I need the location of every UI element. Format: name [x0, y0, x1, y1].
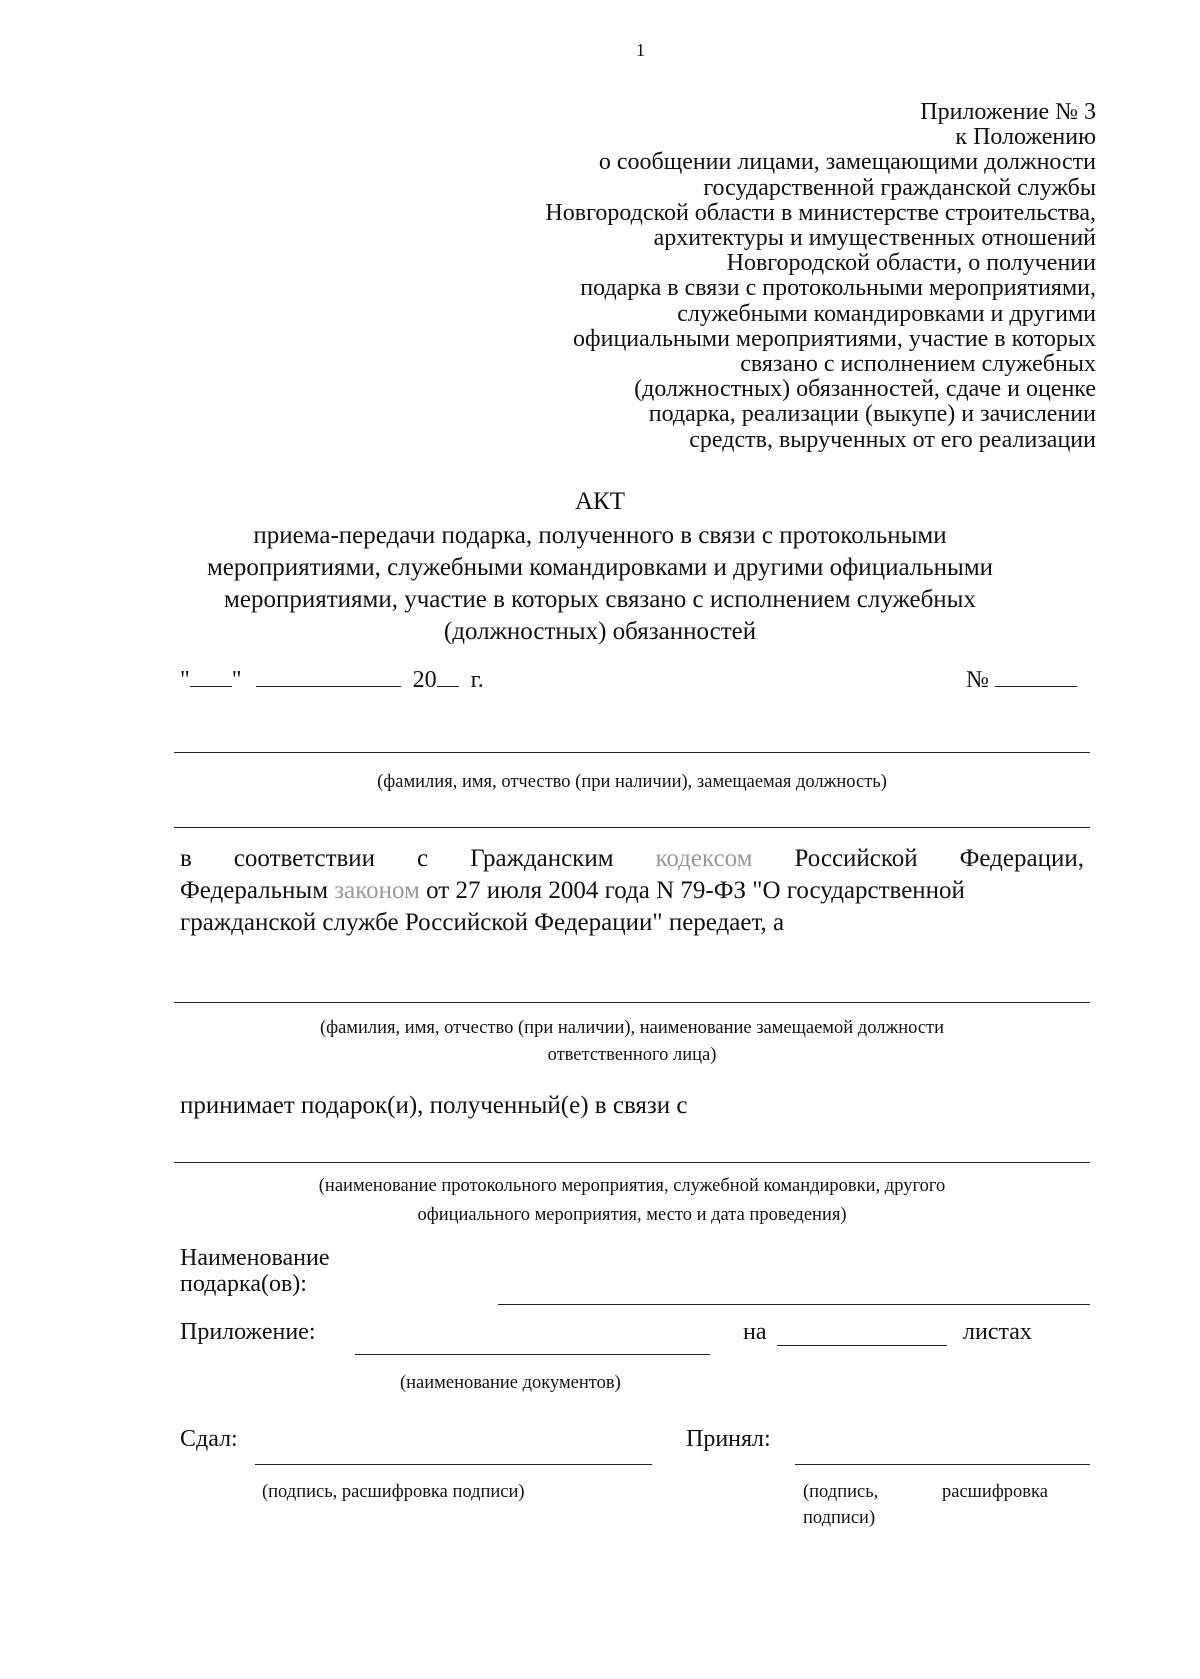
number-sign: № — [966, 667, 989, 693]
body-line-1 — [180, 843, 1084, 875]
appendix-line: государственной гражданской службы — [703, 174, 1096, 201]
appendix-line: Приложение № 3 — [920, 99, 1096, 125]
body-word: соответствии — [233, 845, 376, 872]
code-link[interactable]: кодексом — [655, 845, 753, 872]
transferor-line[interactable] — [174, 752, 1090, 753]
number-blank[interactable] — [995, 686, 1077, 687]
month-blank[interactable] — [256, 686, 401, 687]
signature-caption-right-c: подписи) — [803, 1508, 876, 1528]
handed-signature-line[interactable] — [255, 1464, 652, 1465]
signature-caption-right-a: (подпись, — [803, 1482, 879, 1502]
appendix-line: подарка в связи с протокольными мероприятиями, — [580, 275, 1096, 302]
gift-name-label — [180, 1245, 330, 1297]
body-word: Федерации, — [959, 845, 1084, 872]
law-link[interactable]: законом — [334, 877, 420, 904]
gift-name-label-2: подарка(ов): — [180, 1271, 307, 1297]
appendix-line: Новгородской области, о получении — [726, 250, 1096, 277]
accepts-text: принимает подарок(и), полученный(е) в связи с — [180, 1092, 688, 1119]
accepted-signature-line[interactable] — [795, 1464, 1090, 1465]
receiver-line[interactable] — [174, 1002, 1090, 1003]
receiver-caption-1: (фамилия, имя, отчество (при наличии), наименование замещаемой должности — [319, 1018, 945, 1038]
year-suffix: г. — [470, 667, 484, 693]
appendix-line: средств, вырученных от его реализации — [689, 426, 1096, 453]
appendix-line: Новгородской области в министерстве строительства, — [545, 199, 1096, 226]
receiver-caption-2: ответственного лица) — [547, 1045, 717, 1065]
signature-caption-right-b: расшифровка — [942, 1482, 1048, 1502]
act-title: АКТ — [575, 488, 625, 515]
body-line-2 — [180, 875, 1084, 907]
event-caption-2: официального мероприятия, место и дата проведения) — [417, 1205, 847, 1225]
act-subtitle-line: приема-передачи подарка, полученного в связи с протокольными — [253, 522, 947, 549]
act-subtitle-line: (должностных) обязанностей — [443, 618, 757, 645]
appendix-line: официальными мероприятиями, участие в которых — [573, 325, 1096, 352]
transferor-caption: (фамилия, имя, отчество (при наличии), замещаемая должность) — [377, 772, 887, 792]
appendix-line: к Положению — [955, 124, 1096, 151]
appendix-line: связано с исполнением служебных — [740, 351, 1096, 378]
appendix-line: служебными командировками и другими — [677, 300, 1096, 327]
on-label: на — [743, 1319, 767, 1345]
attachment-docs-line[interactable] — [355, 1354, 710, 1355]
appendix-line: о сообщении лицами, замещающими должности — [598, 149, 1096, 176]
sheets-label: листах — [963, 1319, 1032, 1345]
year-prefix: 20 — [412, 667, 437, 693]
quote-open: " — [180, 667, 190, 693]
act-subtitle-line: мероприятиями, участие в которых связано с исполнением служебных — [224, 586, 976, 613]
body-word: в — [180, 845, 192, 872]
day-blank[interactable] — [190, 686, 232, 687]
accepted-label: Принял: — [686, 1426, 771, 1452]
body-paragraph — [180, 843, 1084, 939]
appendix-line: (должностных) обязанностей, сдаче и оценке — [634, 376, 1096, 403]
act-subtitle-line: мероприятиями, служебными командировками и другими официальными — [206, 554, 994, 581]
signature-caption-left: (подпись, расшифровка подписи) — [262, 1482, 525, 1502]
body-word: Гражданским — [470, 845, 614, 872]
gift-name-label-1: Наименование — [180, 1245, 330, 1271]
gift-name-line[interactable] — [498, 1304, 1090, 1305]
documents-caption: (наименование документов) — [400, 1373, 621, 1393]
transferor-line-2[interactable] — [174, 827, 1090, 828]
sheets-count-line[interactable] — [777, 1345, 947, 1346]
appendix-line: подарка, реализации (выкупе) и зачислении — [648, 401, 1096, 428]
body-word: с — [417, 845, 429, 872]
appendix-line: архитектуры и имущественных отношений — [653, 225, 1096, 252]
year-blank[interactable] — [437, 686, 459, 687]
event-caption-1: (наименование протокольного мероприятия, служебной командировки, другого — [318, 1176, 946, 1196]
act-number — [966, 667, 1077, 694]
quote-close: " — [231, 667, 242, 693]
body-text: от 27 июля 2004 года N 79-ФЗ "О государственной — [426, 877, 965, 904]
body-word: Российской — [794, 845, 918, 872]
appendix-header — [396, 100, 1096, 453]
date-row — [180, 667, 484, 694]
body-line-3: гражданской службе Российской Федерации" передает, а — [180, 909, 785, 936]
event-line[interactable] — [174, 1162, 1090, 1163]
page-number: 1 — [636, 40, 645, 60]
handed-label: Сдал: — [180, 1426, 238, 1452]
attachment-label: Приложение: — [180, 1319, 316, 1345]
act-subtitle — [120, 520, 1080, 648]
body-text: Федеральным — [180, 877, 329, 904]
